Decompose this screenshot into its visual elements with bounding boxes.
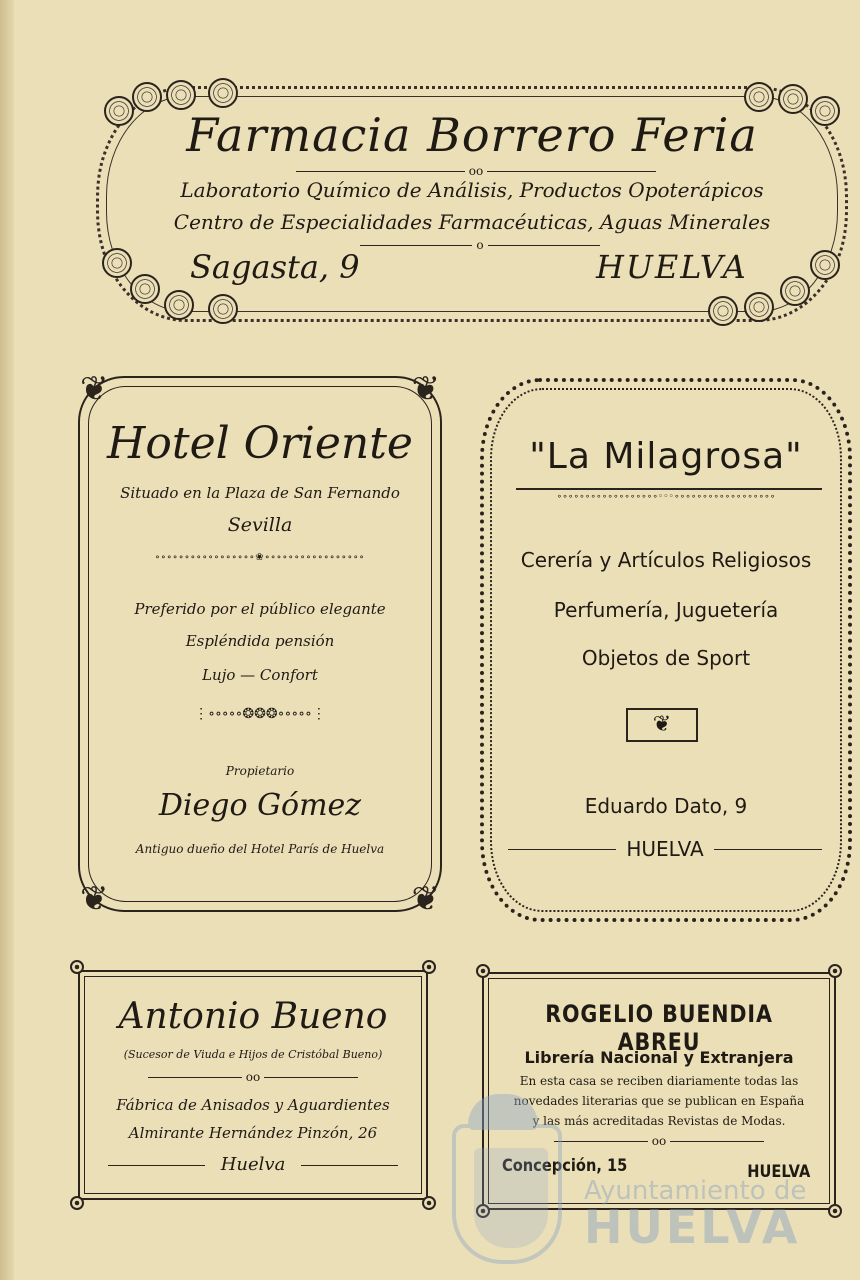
farmacia-city: HUELVA <box>596 248 748 286</box>
libreria-body-line1: En esta casa se reciben diariamente todas las <box>519 1074 799 1088</box>
farmacia-divider-small: o <box>360 238 600 252</box>
leaf-ornament: ❦ <box>80 369 109 409</box>
corner-ornament <box>422 1196 436 1210</box>
shield-icon <box>452 1124 562 1264</box>
hotel-chain-ornament: ⋮∘∘∘∘∘❂❂❂∘∘∘∘∘⋮ <box>194 706 326 722</box>
rose-ornament <box>810 250 840 280</box>
bueno-ad <box>68 958 438 1212</box>
hotel-note: Antiguo dueño del Hotel París de Huelva <box>135 842 385 856</box>
libreria-title: ROGELIO BUENDIA ABREU <box>545 1000 773 1056</box>
corner-ornament <box>828 964 842 978</box>
corner-ornament <box>476 964 490 978</box>
hotel-line3: Lujo — Confort <box>202 666 318 684</box>
milagrosa-line1: Cerería y Artículos Religiosos <box>520 548 812 572</box>
bueno-title: Antonio Bueno <box>118 996 388 1037</box>
libreria-address: Concepción, 15 <box>502 1156 628 1176</box>
leaf-ornament: ❦ <box>411 369 440 409</box>
hotel-line2: Espléndida pensión <box>185 632 335 650</box>
milagrosa-line3: Objetos de Sport <box>581 646 751 670</box>
leaf-ornament: ❦ <box>411 879 440 919</box>
farmacia-ad <box>96 78 848 330</box>
milagrosa-line2: Perfumería, Juguetería <box>553 598 779 622</box>
milagrosa-ad <box>480 378 852 922</box>
page-edge <box>0 0 14 1280</box>
rose-ornament <box>102 248 132 278</box>
libreria-city: HUELVA <box>746 1162 810 1182</box>
milagrosa-city-divider <box>508 837 822 861</box>
bueno-divider: oo <box>148 1070 358 1084</box>
milagrosa-city: HUELVA <box>626 837 704 861</box>
hotel-city: Sevilla <box>227 514 293 536</box>
farmacia-address: Sagasta, 9 <box>190 248 360 286</box>
milagrosa-title: "La Milagrosa" <box>529 436 803 477</box>
rose-ornament <box>164 290 194 320</box>
libreria-body-line3: y las más acreditadas Revistas de Modas. <box>532 1114 786 1128</box>
hotel-owner-name: Diego Gómez <box>158 788 362 823</box>
ayuntamiento-watermark <box>444 1084 824 1274</box>
hotel-owner-label: Propietario <box>225 764 295 778</box>
corner-ornament <box>828 1204 842 1218</box>
corner-ornament <box>70 960 84 974</box>
farmacia-divider: oo <box>296 164 656 178</box>
bueno-city: Huelva <box>220 1154 286 1175</box>
libreria-body-line2: novedades literarias que se publican en España <box>513 1094 805 1108</box>
milagrosa-address: Eduardo Dato, 9 <box>584 794 748 818</box>
watermark-line1: Ayuntamiento de <box>584 1176 807 1206</box>
rose-ornament <box>208 78 238 108</box>
bueno-line1: Fábrica de Anisados y Aguardientes <box>116 1096 390 1114</box>
rose-ornament <box>780 276 810 306</box>
milagrosa-leaf-ornament: ❦ <box>626 708 698 742</box>
bueno-city-divider <box>108 1154 398 1175</box>
hotel-ad <box>78 369 442 919</box>
rose-ornament <box>208 294 238 324</box>
hotel-dotted-ornament: ∘∘∘∘∘∘∘∘∘∘∘∘∘∘∘∘∘❀∘∘∘∘∘∘∘∘∘∘∘∘∘∘∘∘∘ <box>154 552 366 563</box>
watermark-line2: HUELVA <box>584 1200 801 1254</box>
rose-ornament <box>744 292 774 322</box>
rose-ornament <box>708 296 738 326</box>
farmacia-title: Farmacia Borrero Feria <box>186 108 758 162</box>
corner-ornament <box>70 1196 84 1210</box>
farmacia-line1: Laboratorio Químico de Análisis, Productos Opoterápicos <box>180 178 764 202</box>
hotel-title: Hotel Oriente <box>107 418 413 469</box>
rose-ornament <box>166 80 196 110</box>
libreria-subtitle: Librería Nacional y Extranjera <box>524 1048 794 1067</box>
bueno-line2: Almirante Hernández Pinzón, 26 <box>128 1124 378 1142</box>
milagrosa-dotted-ornament: ∘∘∘∘∘∘∘∘∘∘∘∘∘∘∘∘∘∘◦◦◦∘∘∘∘∘∘∘∘∘∘∘∘∘∘∘∘∘∘ <box>556 492 776 502</box>
rose-ornament <box>130 274 160 304</box>
corner-ornament <box>422 960 436 974</box>
libreria-divider: oo <box>554 1134 764 1148</box>
milagrosa-title-rule <box>516 488 822 490</box>
bueno-successor: (Sucesor de Viuda e Hijos de Cristóbal Bueno) <box>123 1048 383 1061</box>
leaf-ornament: ❦ <box>80 879 109 919</box>
farmacia-line2: Centro de Especialidades Farmacéuticas, Aguas Minerales <box>173 210 771 234</box>
hotel-location: Situado en la Plaza de San Fernando <box>120 484 400 502</box>
hotel-line1: Preferido por el público elegante <box>134 600 386 618</box>
